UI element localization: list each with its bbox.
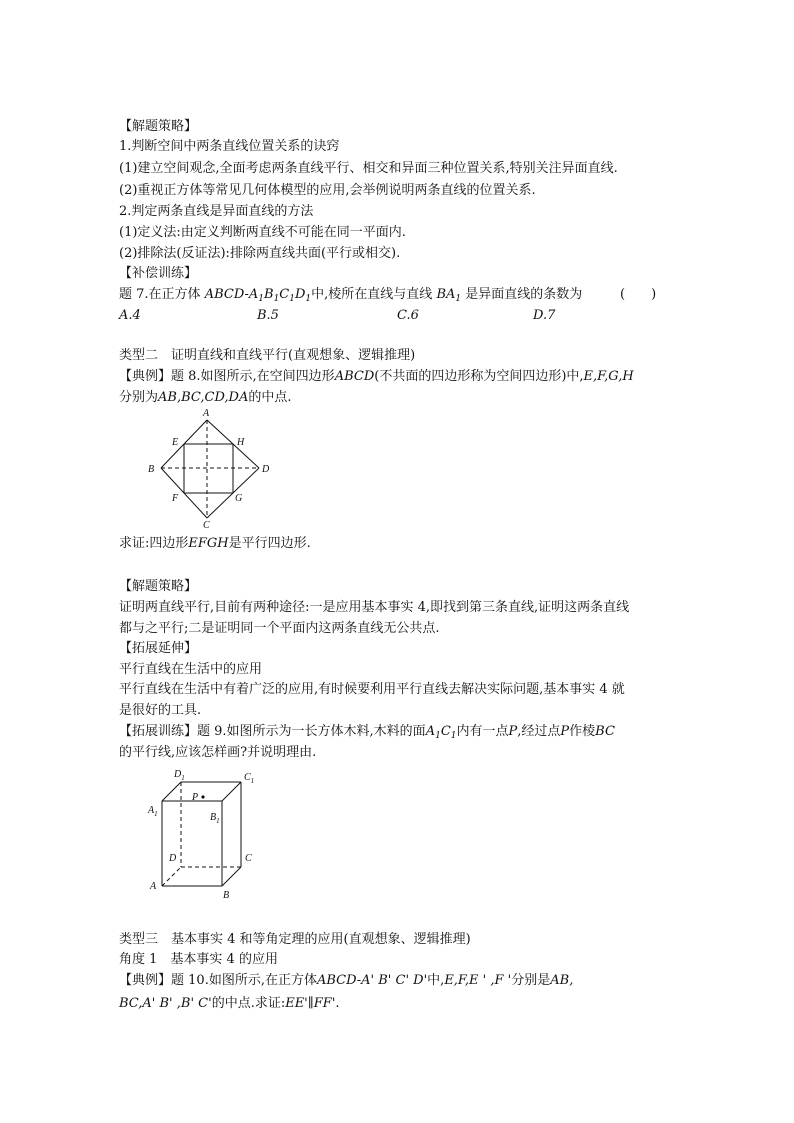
strategy-heading-2: 【解题策略】 — [119, 579, 198, 594]
label-c: C — [245, 853, 252, 864]
label-b1: $B_1$ — [210, 812, 220, 825]
label-a1: $A_1$ — [148, 805, 158, 818]
label-d: D — [262, 464, 270, 475]
q7-prefix: 题 7.在正方体 — [119, 287, 201, 302]
example-8-line2: 分别为AB,BC,CD,DA的中点. — [119, 390, 292, 405]
type-three-heading: 类型三 基本事实 4 和等角定理的应用(直观想象、逻辑推理) — [119, 932, 471, 947]
label-a: A — [150, 881, 157, 892]
strategy-point-2: 2.判定两条直线是异面直线的方法 — [119, 204, 314, 219]
label-p: P — [192, 792, 199, 803]
cuboid-figure — [140, 762, 270, 902]
option-c: C.6 — [397, 308, 419, 323]
label-g: G — [235, 493, 243, 504]
option-a: A.4 — [119, 308, 141, 323]
answer-paren: ( ) — [620, 287, 657, 302]
q7-cube-name: ABCD-$A_1B_1C_1D_1$ — [204, 287, 312, 304]
strategy-detail-4: (2)排除法(反证法):排除两直线共面(平行或相交). — [119, 246, 401, 261]
strategy-text-1: 证明两直线平行,目前有两种途径:一是应用基本事实 4,即找到第三条直线,证明这两条直线 — [119, 600, 630, 615]
strategy-point-1: 1.判断空间中两条直线位置关系的诀窍 — [119, 139, 340, 154]
label-d: D — [169, 853, 177, 864]
proof-statement-8: 求证:四边形EFGH是平行四边形. — [119, 536, 311, 551]
type-two-heading: 类型二 证明直线和直线平行(直观想象、逻辑推理) — [119, 348, 416, 363]
practice-heading: 【补偿训练】 — [119, 266, 198, 281]
example-10-line2: BC,A' B' ,B' C'的中点.求证:EE'∥FF'. — [119, 996, 340, 1011]
quadrilateral-figure — [140, 405, 280, 530]
option-b: B.5 — [257, 308, 279, 323]
label-c1: $C_1$ — [244, 772, 255, 785]
example-10-line1: 【典例】题 10.如图所示,在正方体ABCD-A' B' C' D'中,E,F,E ' ,F '分别是AB, — [119, 973, 574, 988]
point-p-dot — [201, 795, 204, 798]
q7-line: $BA_1$ — [436, 287, 462, 304]
strategy-heading-1: 【解题策略】 — [119, 119, 198, 134]
extension-heading: 【拓展延伸】 — [119, 641, 198, 656]
q7-end: 是异面直线的条数为 — [465, 287, 583, 302]
label-f: F — [172, 493, 179, 504]
angle-1-heading: 角度 1 基本事实 4 的应用 — [119, 952, 278, 967]
strategy-detail-2: (2)重视正方体等常见几何体模型的应用,会举例说明两条直线的位置关系. — [119, 183, 536, 198]
strategy-detail-1: (1)建立空间观念,全面考虑两条直线平行、相交和异面三种位置关系,特别关注异面直线. — [119, 161, 618, 176]
question-9-line1: 【拓展训练】题 9.如图所示为一长方体木料,木料的面$A_1C_1$内有一点P,经过点P作棱BC — [119, 724, 615, 741]
question-9-line2: 的平行线,应该怎样画?并说明理由. — [119, 745, 317, 760]
strategy-text-2: 都与之平行;二是证明同一个平面内这两条直线无公共点. — [119, 621, 440, 636]
question-7 — [119, 286, 582, 304]
q7-mid: 中,棱所在直线与直线 — [311, 287, 433, 302]
label-h: H — [237, 437, 245, 448]
label-d1: $D_1$ — [174, 769, 185, 782]
extension-title: 平行直线在生活中的应用 — [119, 662, 263, 677]
label-c: C — [203, 520, 210, 530]
label-a: A — [203, 408, 210, 419]
label-e: E — [172, 437, 179, 448]
example-8-line1: 【典例】题 8.如图所示,在空间四边形ABCD(不共面的四边形称为空间四边形)中,E,F,G,H — [119, 369, 634, 384]
label-b: B — [223, 890, 230, 901]
strategy-detail-3: (1)定义法:由定义判断两直线不可能在同一平面内. — [119, 225, 406, 240]
extension-text-1: 平行直线在生活中有着广泛的应用,有时候要利用平行直线去解决实际问题,基本事实 4 就 — [119, 682, 625, 697]
extension-text-2: 是很好的工具. — [119, 703, 202, 718]
label-b: B — [148, 464, 155, 475]
option-d: D.7 — [533, 308, 556, 323]
